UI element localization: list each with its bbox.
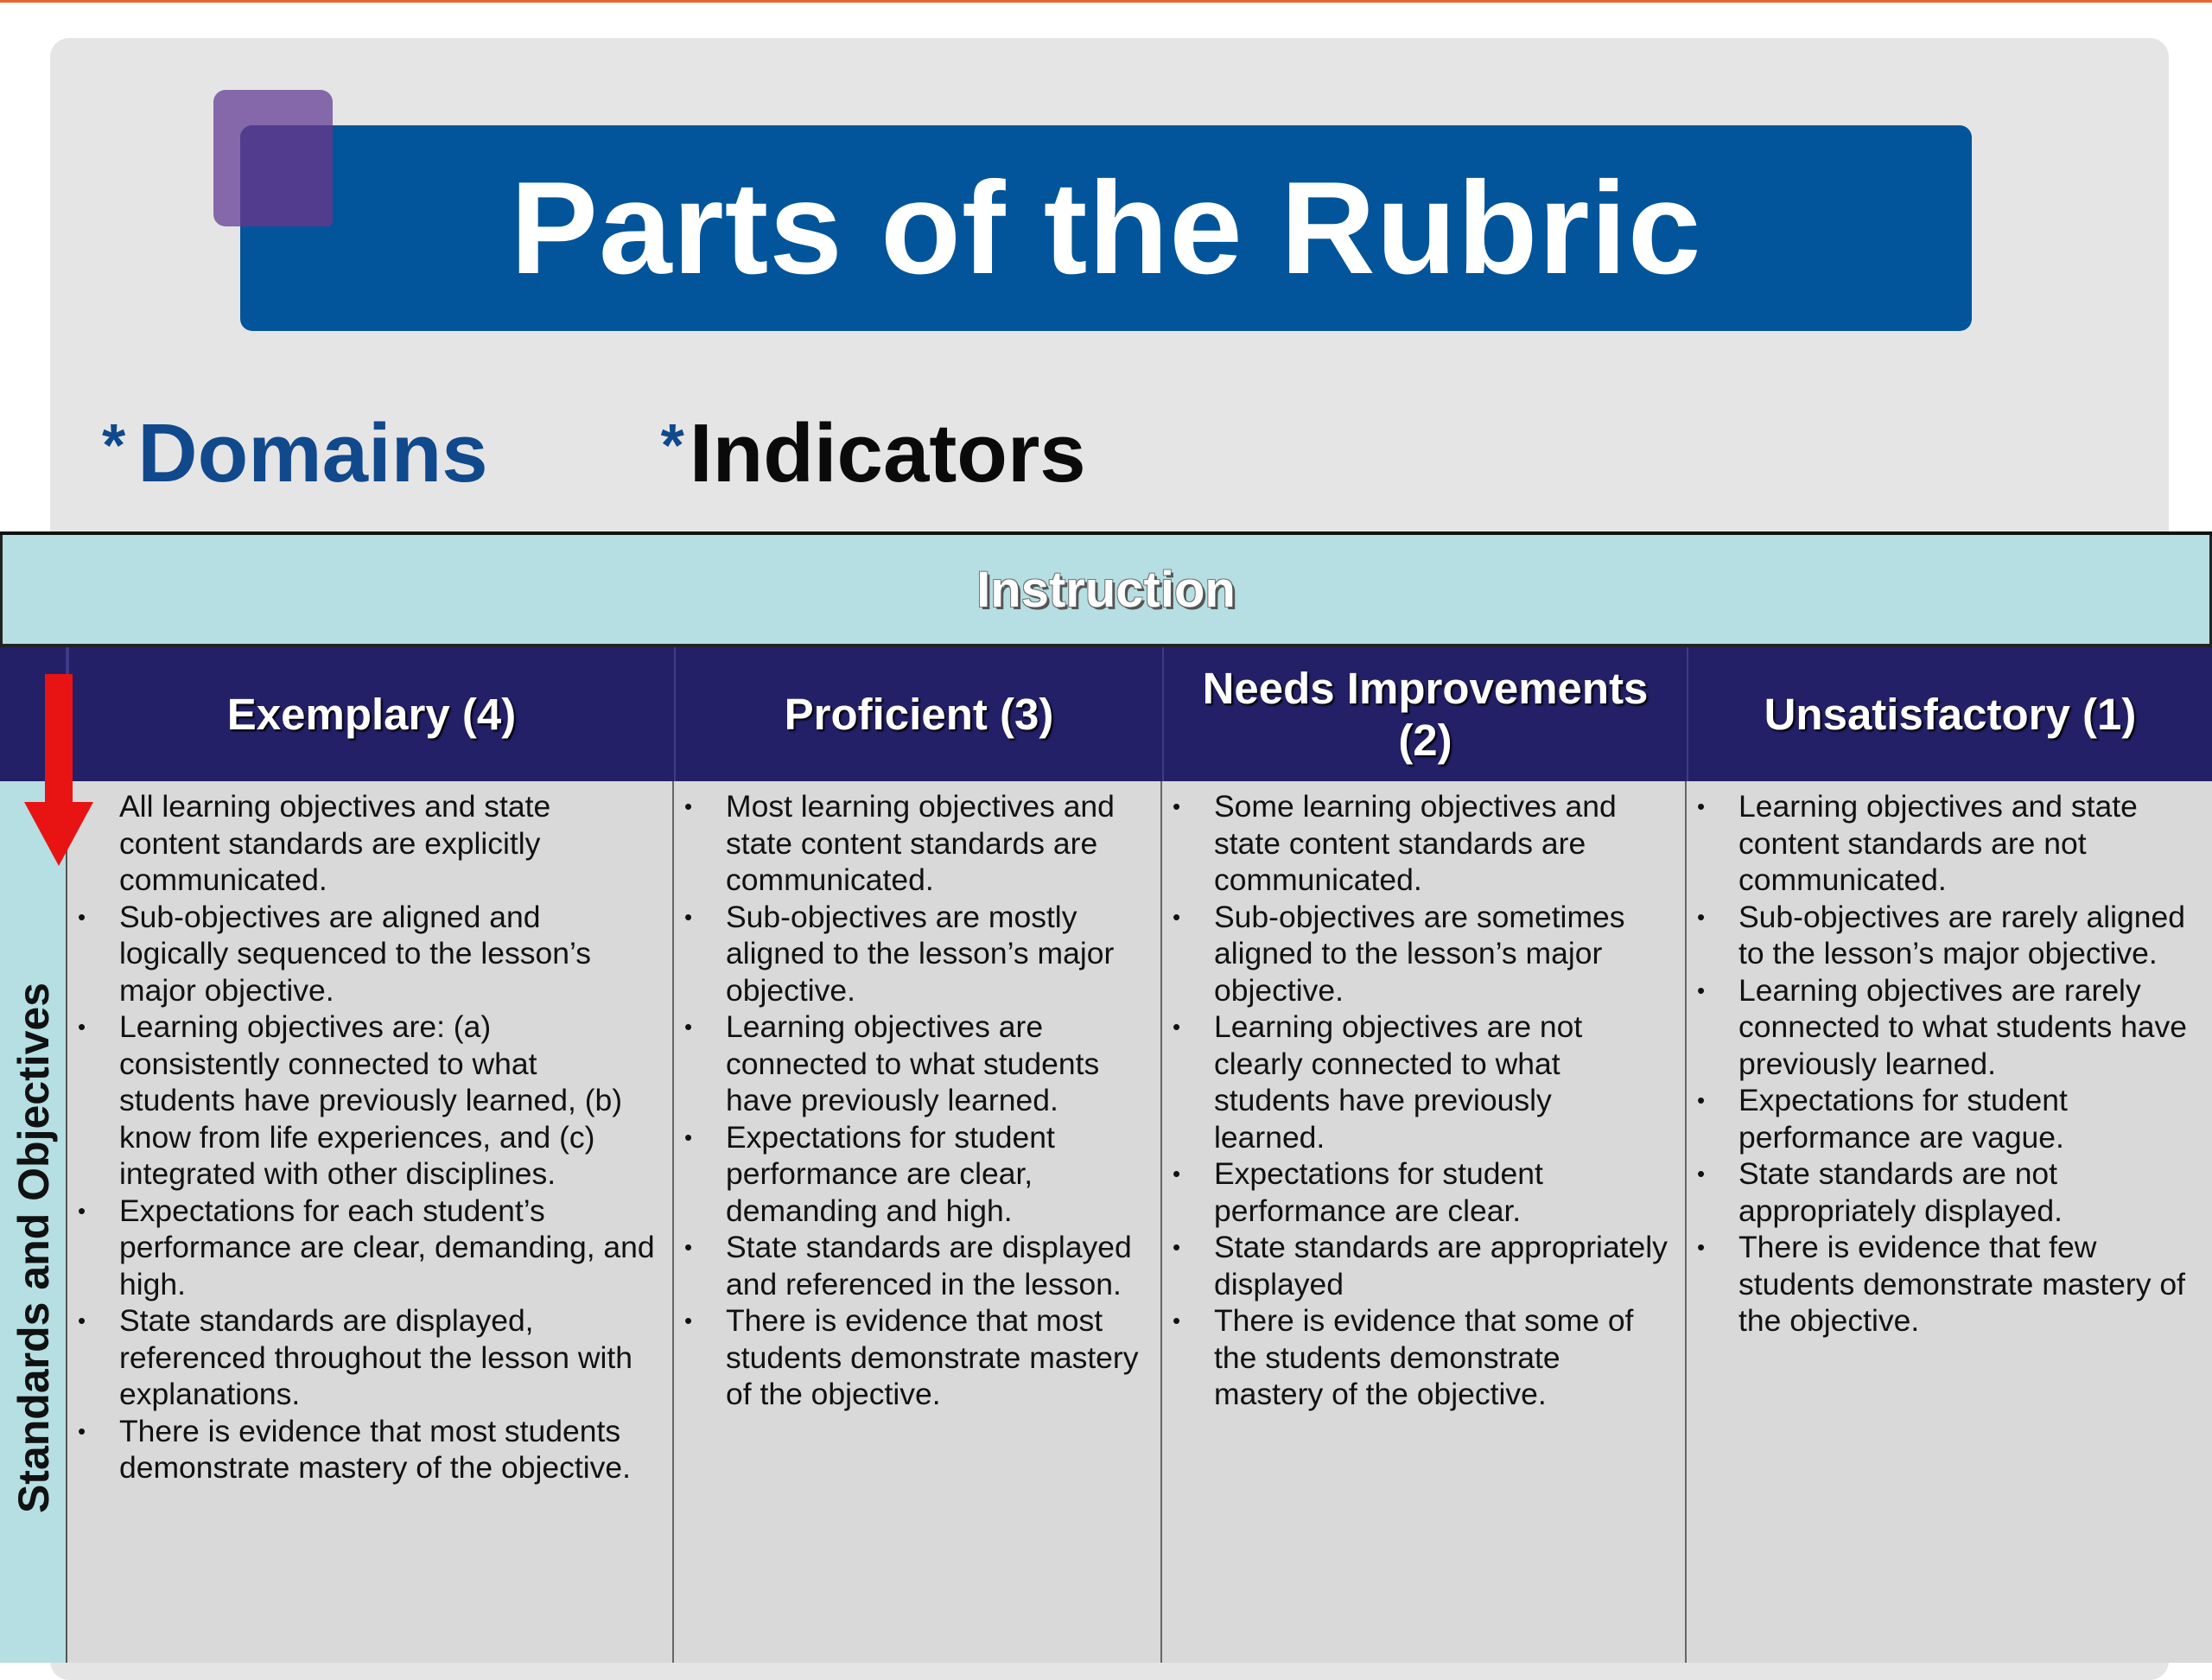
- list-item: • Most learning objectives and state content standards are communicated.: [726, 788, 1145, 899]
- domain-header-label: Instruction: [976, 561, 1236, 618]
- bullet-indicators: [661, 406, 1086, 501]
- list-item: • Learning objectives are rarely connected to what students have previously learned.: [1738, 972, 2196, 1083]
- list-item: • Sub-objectives are sometimes aligned to the lesson’s major objective.: [1214, 899, 1669, 1009]
- list-item: • State standards are displayed and referenced in the lesson.: [726, 1229, 1145, 1302]
- accent-square-overlap: [240, 125, 333, 226]
- list-item: • Learning objectives are connected to what students have previously learned.: [726, 1009, 1145, 1119]
- list-item: • Sub-objectives are rarely aligned to the lesson’s major objective.: [1738, 899, 2196, 972]
- rubric-cell-exemplary: [67, 781, 674, 1663]
- list-item: • Expectations for each student’s performance are clear, demanding, and high.: [119, 1193, 657, 1303]
- top-rule: [0, 0, 2212, 3]
- domain-header: [0, 535, 2212, 647]
- list-item: • State standards are not appropriately displayed.: [1738, 1155, 2196, 1229]
- rating-header-needs-improvement: Needs Improvements (2): [1162, 647, 1687, 781]
- list-item: • State standards are appropriately displayed: [1214, 1229, 1669, 1302]
- indicator-label-cell: [0, 781, 67, 1663]
- list-item: All learning objectives and state content standards are explicitly communicated.: [119, 789, 551, 897]
- list-item: • Expectations for student performance are clear, demanding and high.: [726, 1119, 1145, 1230]
- list-item: • State standards are displayed, referenced throughout the lesson with explanations.: [119, 1302, 657, 1413]
- list-item: • Sub-objectives are mostly aligned to the lesson’s major objective.: [726, 899, 1145, 1009]
- list-item: • Some learning objectives and state content standards are communicated.: [1214, 788, 1669, 899]
- rating-header-row: [0, 647, 2212, 781]
- asterisk-icon: *: [660, 411, 684, 479]
- list-item: • There is evidence that few students demonstrate mastery of the objective.: [1738, 1229, 2196, 1340]
- rubric-cell-proficient: [674, 781, 1162, 1663]
- list-item: • Learning objectives and state content standards are not communicated.: [1738, 788, 2196, 899]
- bullet-domains-label: Domains: [137, 407, 488, 500]
- list-item: • Sub-objectives are aligned and logically sequenced to the lesson’s major objective.: [119, 899, 657, 1009]
- descriptor-list: [1173, 788, 1669, 1413]
- indicator-row: [0, 781, 2212, 1663]
- descriptor-list: [78, 788, 657, 1486]
- rubric-table: [0, 531, 2212, 1663]
- bullet-domains: [102, 406, 488, 501]
- list-item: • There is evidence that most students demonstrate mastery of the objective.: [119, 1413, 657, 1486]
- descriptor-list: [1697, 788, 2196, 1340]
- list-item: • Learning objectives are: (a) consistently connected to what students have previously learned, (b) know from life experiences, and (c) integrated with other disciplines.: [119, 1009, 657, 1193]
- bullet-indicators-label: Indicators: [689, 407, 1086, 500]
- bullet-list: [102, 406, 1086, 501]
- rating-header-proficient: Proficient (3): [674, 647, 1162, 781]
- indicator-label: Standards and Objectives: [10, 982, 58, 1514]
- list-item: • Expectations for student performance are clear.: [1214, 1155, 1669, 1229]
- list-item: • Learning objectives are not clearly connected to what students have previously learned.: [1214, 1009, 1669, 1155]
- descriptor-list: [684, 788, 1145, 1413]
- rubric-cell-needs-improvement: [1162, 781, 1687, 1663]
- page-title: Parts of the Rubric: [510, 154, 1702, 302]
- down-arrow-icon: [24, 674, 93, 866]
- asterisk-icon: *: [102, 411, 126, 479]
- list-item: • There is evidence that some of the students demonstrate mastery of the objective.: [1214, 1302, 1669, 1413]
- list-item: • There is evidence that most students demonstrate mastery of the objective.: [726, 1302, 1145, 1413]
- title-bar: [240, 125, 1972, 331]
- rating-header-unsatisfactory: Unsatisfactory (1): [1687, 647, 2212, 781]
- rubric-cell-unsatisfactory: [1687, 781, 2212, 1663]
- list-item: • Expectations for student performance are vague.: [1738, 1082, 2196, 1155]
- rating-header-exemplary: Exemplary (4): [67, 647, 674, 781]
